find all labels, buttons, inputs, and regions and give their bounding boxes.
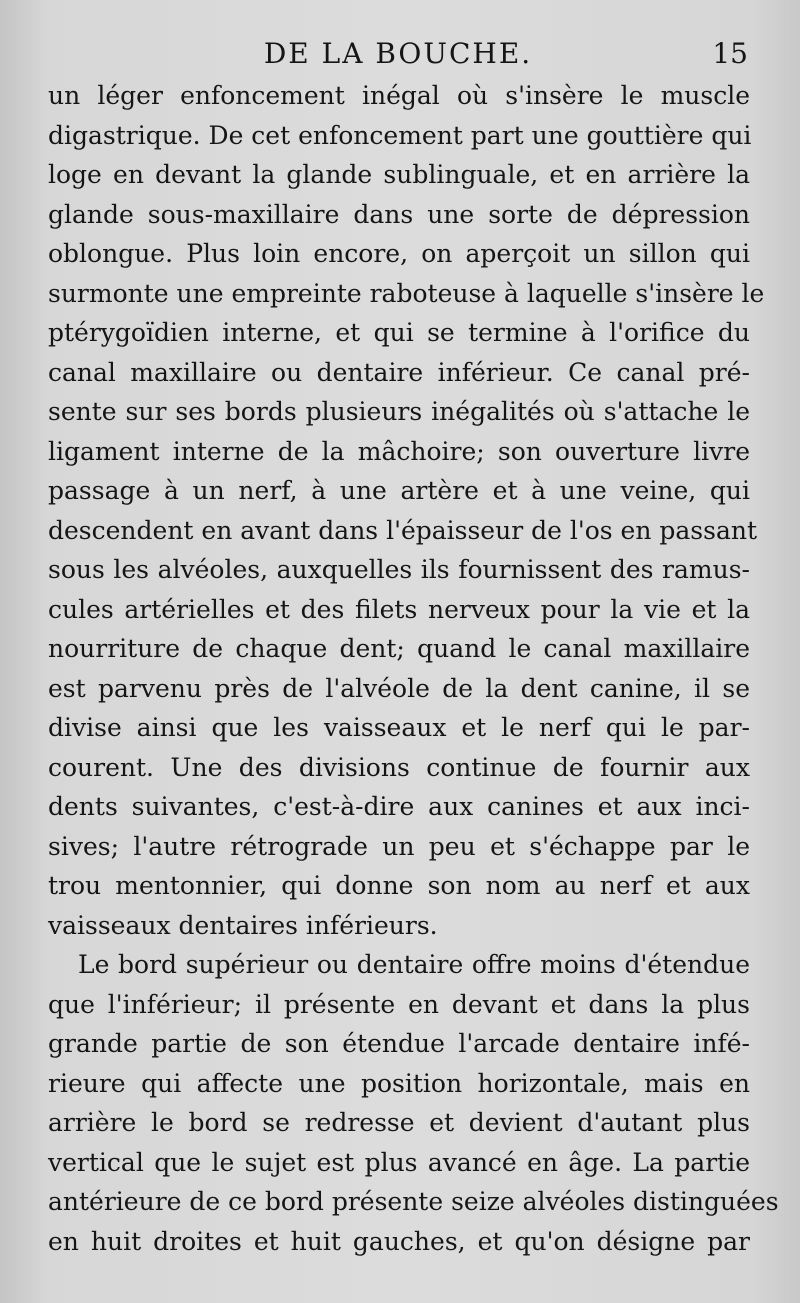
paragraph-1: [48, 76, 765, 945]
text-line: arrière le bord se redresse et devient d'autant plus: [48, 1108, 750, 1137]
text-line: grande partie de son étendue l'arcade dentaire infé-: [48, 1029, 750, 1058]
text-line: un léger enfoncement inégal où s'insère le muscle: [48, 81, 750, 110]
text-line: dents suivantes, c'est-à-dire aux canines et aux inci-: [48, 792, 750, 821]
text-line: est parvenu près de l'alvéole de la dent canine, il se: [48, 673, 750, 703]
text-line: canal maxillaire ou dentaire inférieur. Ce canal pré-: [48, 357, 750, 387]
text-line: courent. Une des divisions continue de fournir aux: [48, 752, 750, 782]
text-line: loge en devant la glande sublinguale, et en arrière la: [48, 160, 750, 189]
text-line: surmonte une empreinte raboteuse à laquelle s'insère le: [48, 278, 765, 308]
text-line: sente sur ses bords plusieurs inégalités où s'attache le: [48, 397, 750, 426]
text-line: Le bord supérieur ou dentaire offre moins d'étendue: [78, 950, 750, 979]
text-line: ligament interne de la mâchoire; son ouverture livre: [48, 436, 750, 466]
text-line: vaisseaux dentaires inférieurs.: [48, 910, 438, 940]
text-line: ptérygoïdien interne, et qui se termine à l'orifice du: [48, 318, 750, 347]
text-line: que l'inférieur; il présente en devant et dans la plus: [48, 989, 750, 1019]
body-text: [48, 76, 779, 1261]
text-line: digastrique. De cet enfoncement part une gouttière qui: [48, 120, 752, 150]
text-line: glande sous-maxillaire dans une sorte de dépression: [48, 199, 750, 229]
text-line: trou mentonnier, qui donne son nom au nerf et aux: [48, 871, 750, 900]
text-line: antérieure de ce bord présente seize alvéoles distinguées: [48, 1187, 779, 1216]
text-line: sous les alvéoles, auxquelles ils fournissent des ramus-: [48, 555, 750, 584]
paragraph-2: [48, 945, 779, 1261]
text-line: oblongue. Plus loin encore, on aperçoit un sillon qui: [48, 239, 750, 268]
text-line: rieure qui affecte une position horizontale, mais en: [48, 1068, 750, 1098]
text-line: cules artérielles et des filets nerveux pour la vie et la: [48, 594, 750, 624]
text-line: descendent en avant dans l'épaisseur de l'os en passant: [48, 515, 757, 545]
text-line: sives; l'autre rétrograde un peu et s'échappe par le: [48, 831, 750, 861]
text-line: passage à un nerf, à une artère et à une veine, qui: [48, 476, 750, 505]
running-head: DE LA BOUCHE.: [263, 37, 533, 70]
text-line: vertical que le sujet est plus avancé en âge. La partie: [48, 1147, 750, 1177]
page-header: [48, 34, 748, 74]
text-line: nourriture de chaque dent; quand le canal maxillaire: [48, 634, 750, 663]
text-line: en huit droites et huit gauches, et qu'on désigne par: [48, 1226, 750, 1256]
page-number: 15: [712, 37, 748, 70]
text-line: divise ainsi que les vaisseaux et le nerf qui le par-: [48, 713, 750, 742]
